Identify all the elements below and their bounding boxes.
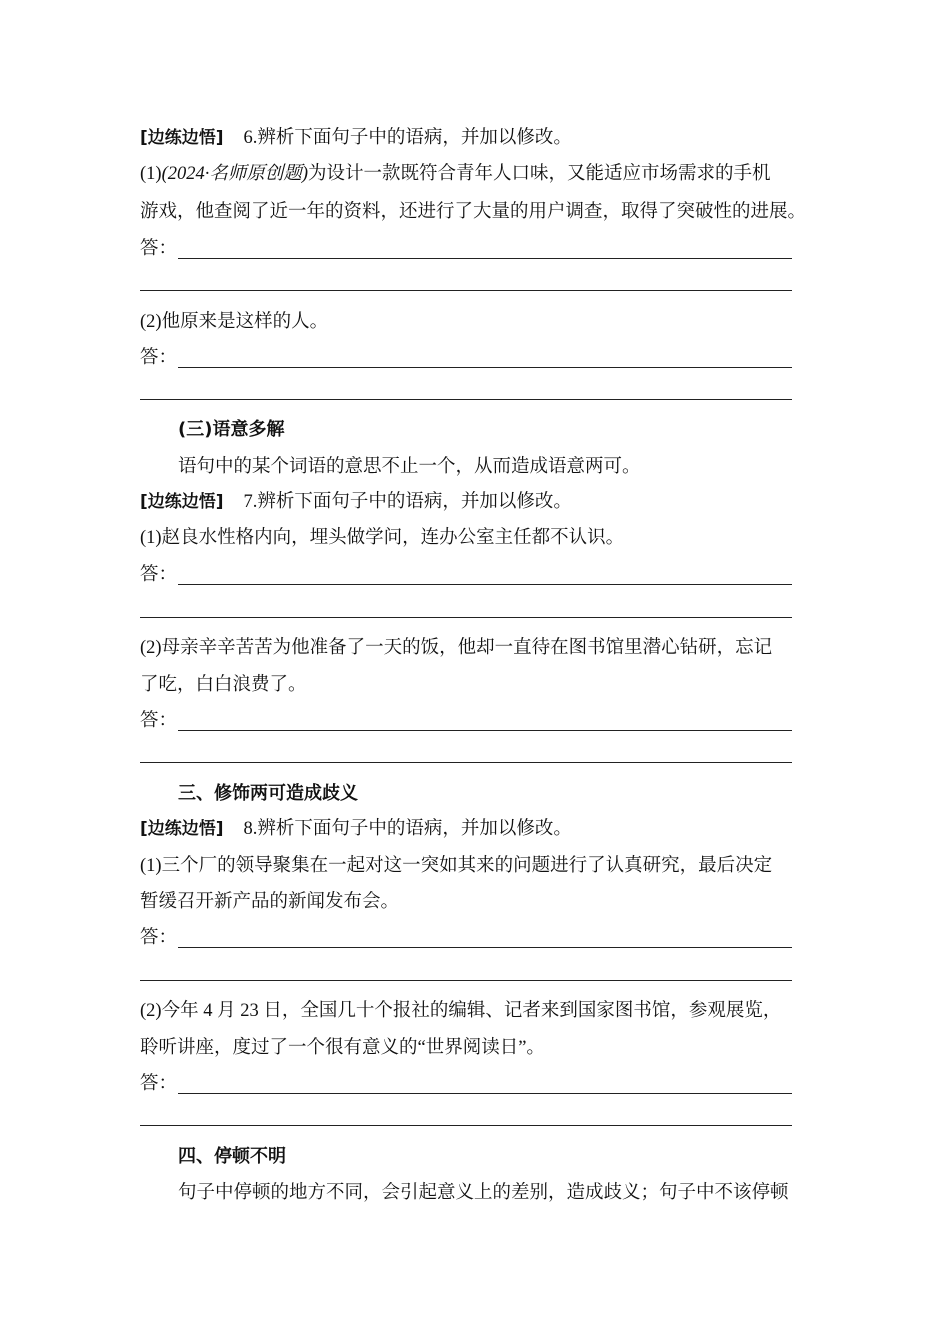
answer-label: 答： [140,1074,178,1094]
q6-sentence2: (2)他原来是这样的人。 [140,312,329,332]
answer-underline[interactable] [140,617,792,618]
answer-underline[interactable] [140,980,792,981]
answer-underline[interactable] [140,399,792,400]
answer-underline[interactable] [140,290,792,291]
q6-s1-answer-field[interactable] [140,236,792,262]
q6-prompt: 6.辨析下面句子中的语病，并加以修改。 [243,128,572,148]
q8-sentence2-line1: (2)今年 4 月 23 日，全国几十个报社的编辑、记者来到国家图书馆，参观展览， [140,1001,782,1021]
answer-underline [178,1093,792,1094]
answer-underline [178,258,792,259]
q7-sentence2-line1: (2)母亲辛辛苦苦为他准备了一天的饭，他却一直待在图书馆里潜心钻研，忘记 [140,638,773,658]
q7-tag: [边练边悟] [140,492,224,512]
q8-tag: [边练边悟] [140,819,224,839]
answer-underline [178,730,792,731]
section-heading-semantic-ambiguity: (三)语意多解 [178,419,285,440]
q8-sentence1-line2: 暂缓召开新产品的新闻发布会。 [140,892,400,912]
q8-heading [140,816,820,842]
q6-s1-number: (1) [140,164,162,184]
q7-sentence1: (1)赵良水性格内向，埋头做学问，连办公室主任都不认识。 [140,528,625,548]
section-heading-modifier-ambiguity: 三、修饰两可造成歧义 [178,783,358,804]
answer-underline [178,584,792,585]
q8-sentence2-line2: 聆听讲座，度过了一个很有意义的“世界阅读日”。 [140,1038,545,1058]
answer-underline[interactable] [140,1125,792,1126]
q8-s2-answer-field[interactable] [140,1071,792,1097]
answer-underline[interactable] [140,762,792,763]
q7-prompt: 7.辨析下面句子中的语病，并加以修改。 [243,492,572,512]
q6-tag: [边练边悟] [140,128,224,148]
q7-sentence2-line2: 了吃，白白浪费了。 [140,675,307,695]
q6-sentence1-line2: 游戏，他查阅了近一年的资料，还进行了大量的用户调查，取得了突破性的进展。 [140,202,807,222]
section-description: 语句中的某个词语的意思不止一个，从而造成语意两可。 [178,457,641,477]
q8-s1-answer-field[interactable] [140,925,792,951]
answer-label: 答： [140,565,178,585]
q8-prompt: 8.辨析下面句子中的语病，并加以修改。 [243,819,572,839]
answer-label: 答： [140,239,178,259]
answer-label: 答： [140,348,178,368]
q8-sentence1-line1: (1)三个厂的领导聚集在一起对这一突如其来的问题进行了认真研究，最后决定 [140,856,773,876]
section-description: 句子中停顿的地方不同，会引起意义上的差别，造成歧义；句子中不该停顿 [178,1183,789,1203]
answer-label: 答： [140,711,178,731]
answer-underline [178,367,792,368]
q6-s1-source: (2024·名师原创题) [161,164,309,184]
q7-heading [140,489,820,515]
q6-heading [140,125,820,151]
section-heading-unclear-pause: 四、停顿不明 [178,1146,286,1167]
q6-s1-text: 为设计一款既符合青年人口味，又能适应市场需求的手机 [308,164,771,184]
q6-sentence1-line1 [140,161,820,187]
q7-s2-answer-field[interactable] [140,708,792,734]
q6-s2-answer-field[interactable] [140,345,792,371]
answer-underline [178,947,792,948]
q7-s1-answer-field[interactable] [140,562,792,588]
answer-label: 答： [140,928,178,948]
